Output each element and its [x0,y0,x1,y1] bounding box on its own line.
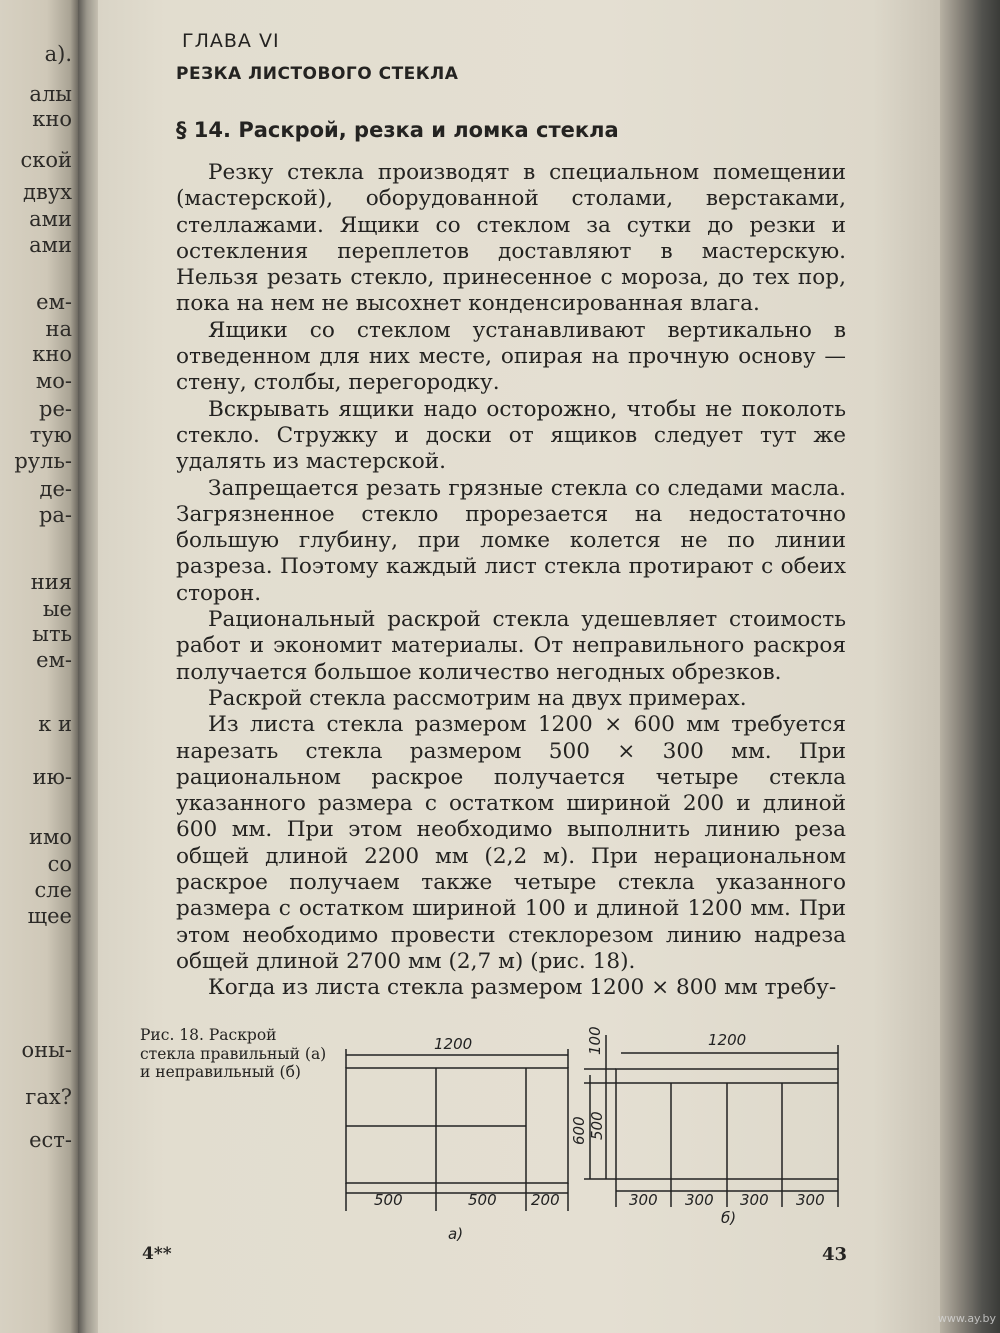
dimension-label: 300 [796,1191,825,1209]
paragraph: Резку стекла производят в специальном помещении (мастерской), оборудованной столами, верстаками, стеллажами. Ящики со стеклом за сутки до резки и остекления переплетов доставляют в мастерскую. Нельзя резать стекло, принесенное с мороза, до тех пор, пока на нем не высохнет конденсированная влага. [176,160,846,317]
dimension-label: 500 [374,1191,403,1209]
dimension-label: 300 [685,1191,714,1209]
left-page-text-fragment: ра- [38,503,72,527]
chapter-heading: ГЛАВА VI [182,30,280,52]
dimension-label: 100 [586,1026,604,1055]
figure-caption: Рис. 18. Раскрой стекла правильный (а) и неправильный (б) [140,1026,327,1081]
left-page-text-fragment: ния [30,570,72,594]
left-page-text-fragment: ами [29,207,72,231]
paragraph: Вскрывать ящики надо осторожно, чтобы не поколоть стекло. Стружку и доски от ящиков следует тут же удалять из мастерской. [176,396,846,475]
left-page-text-fragment: алы [29,82,72,106]
book-gutter [78,0,100,1333]
left-page-text-fragment: кно [32,107,72,131]
paragraph: Раскрой стекла рассмотрим на двух примерах. [208,685,747,711]
dimension-label: 200 [531,1191,560,1209]
left-page-text-fragment: на [45,317,72,341]
paragraph-title: § 14. Раскрой, резка и ломка стекла [176,118,619,142]
dimension-label: 600 [570,1116,588,1145]
left-page-text-fragment: ест- [29,1128,72,1152]
paragraph: Рациональный раскрой стекла удешевляет стоимость работ и экономит материалы. От неправильного раскроя получается большое количество негодных обрезков. [176,607,846,685]
left-page-text-fragment: ые [42,597,72,621]
paragraph: Из листа стекла размером 1200 × 600 мм требуется нарезать стекла размером 500 × 300 мм. При рациональном раскрое получается четыре стекла указанного размера с остатком шириной 200 и длиной 600 мм. При этом необходимо выполнить линию реза общей длиной 2200 мм (2,2 м). При нерациональном раскрое получаем также четыре стекла указанного размера с остатком шириной 100 и длиной 1200 мм. При этом необходимо провести стеклорезом линию надреза общей длиной 2700 мм (2,7 м) (рис. 18). [176,712,846,974]
panel-label: а) [448,1225,464,1243]
left-page-text-fragment: гах? [25,1085,72,1109]
left-page-text-fragment: ской [20,148,72,172]
left-page-text-fragment: ами [29,233,72,257]
dimension-label: 500 [588,1111,606,1140]
watermark: www.ay.by [937,1312,996,1325]
signature-mark: 4** [142,1244,172,1264]
left-page-text-fragment: тую [29,423,72,447]
left-page-text-fragment: де- [39,477,72,501]
left-page-text-fragment: оны- [21,1038,72,1062]
left-page-text-fragment: щее [27,904,72,928]
left-page-text-fragment: имо [29,825,72,849]
left-page-text-fragment: сле [34,878,72,902]
section-title: РЕЗКА ЛИСТОВОГО СТЕКЛА [176,64,459,84]
dimension-label: 300 [629,1191,658,1209]
dimension-label: 500 [468,1191,497,1209]
left-page-text-fragment: двух [23,180,72,204]
left-page-text-fragment: ию- [32,765,72,789]
left-page-text-fragment: ем- [36,648,72,672]
left-page-text-fragment: кно [32,342,72,366]
paragraph: Запрещается резать грязные стекла со следами масла. Загрязненное стекло прорезается на недостаточно большую глубину, при ломке колется не по линии разреза. Поэтому каждый лист стекла протирают с обеих сторон. [176,475,846,606]
figure-18 [326,1015,846,1260]
panel-label: б) [721,1209,737,1227]
left-page-edge [0,0,78,1333]
body-text [176,160,846,1002]
dimension-label: 1200 [708,1031,747,1049]
left-page-text-fragment: ем- [36,290,72,314]
paragraph: Ящики со стеклом устанавливают вертикально в отведенном для них месте, опирая на прочную основу — стену, столбы, перегородку. [176,317,846,396]
left-page-text-fragment: а). [44,42,72,66]
left-page-text-fragment: ыть [32,622,72,646]
left-page-text-fragment: руль- [14,449,72,473]
right-background [937,0,1000,1333]
left-page-text-fragment: со [47,852,72,876]
left-page-text-fragment: мо- [35,369,72,393]
book-page [98,0,940,1333]
dimension-label: 1200 [434,1035,473,1053]
left-page-text-fragment: ре- [39,397,72,421]
dimension-label: 300 [740,1191,769,1209]
left-page-text-fragment: к и [38,712,72,736]
page-number: 43 [822,1244,848,1265]
paragraph: Когда из листа стекла размером 1200 × 800 мм требу- [208,975,837,1001]
